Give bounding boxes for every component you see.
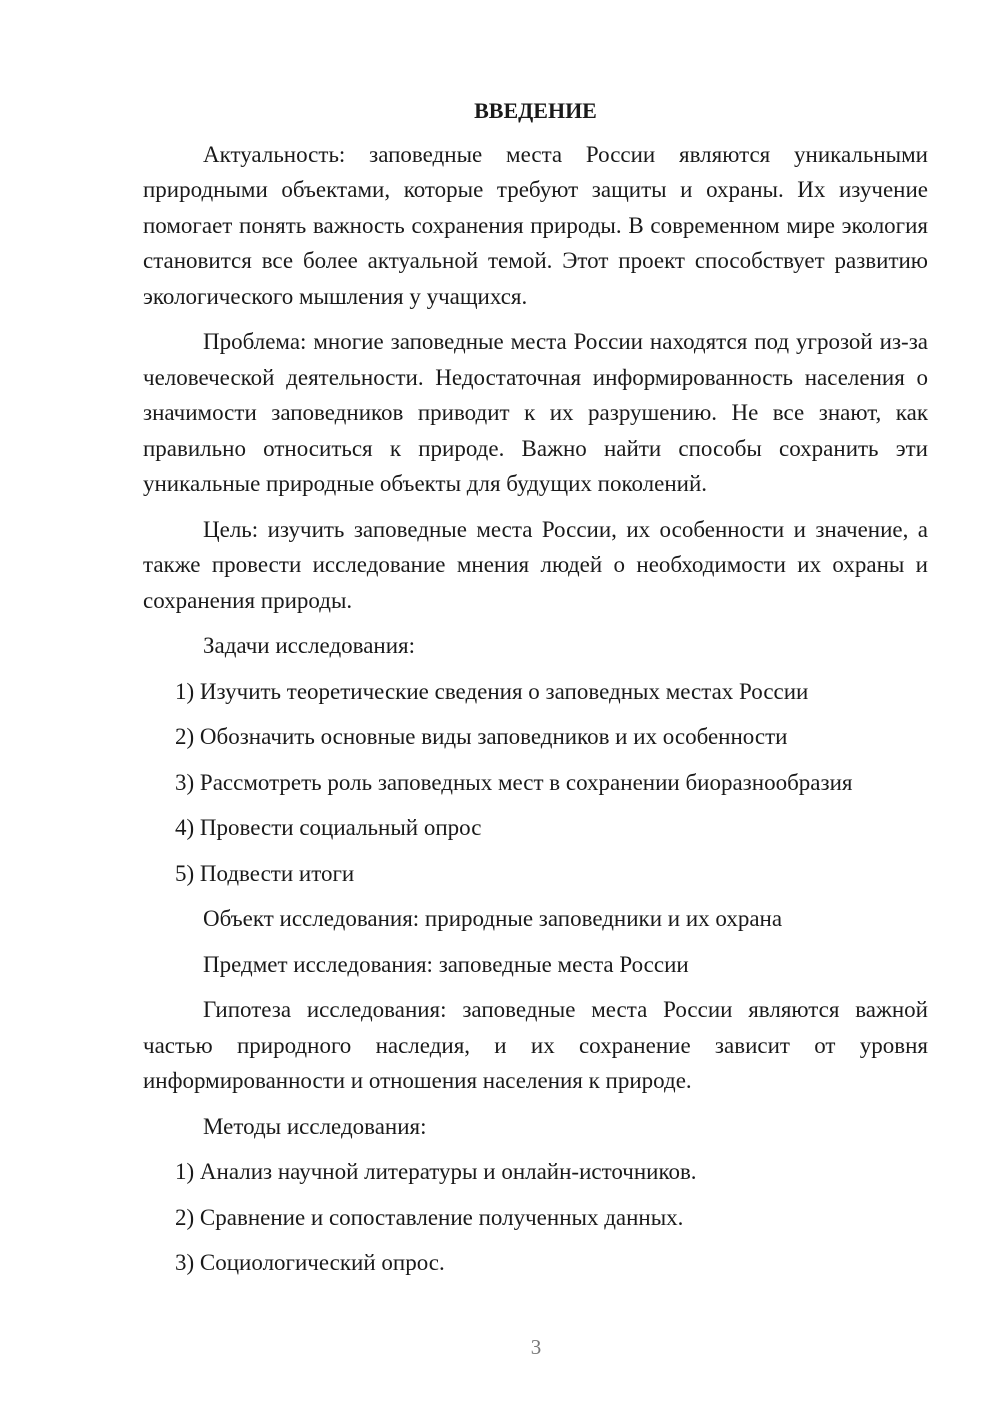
goal-paragraph: Цель: изучить заповедные места России, их особенности и значение, а также провести исследование мнения людей о необходимости их охраны и сохранения природы. [143, 516, 928, 613]
page-number: 3 [530, 1335, 542, 1359]
task-item: 5) Подвести итоги [175, 860, 355, 886]
task-item: 4) Провести социальный опрос [175, 815, 482, 840]
task-item: 1) Изучить теоретические сведения о заповедных местах России [175, 678, 809, 704]
methods-title: Методы исследования: [203, 1113, 427, 1139]
page-heading: ВВЕДЕНИЕ [474, 98, 597, 123]
task-item: 2) Обозначить основные виды заповедников и их особенности [175, 724, 788, 749]
subject-line: Предмет исследования: заповедные места России [203, 951, 689, 977]
page-content [143, 93, 928, 1291]
object-line: Объект исследования: природные заповедники и их охрана [203, 906, 783, 931]
task-item: 3) Рассмотреть роль заповедных мест в сохранении биоразнообразия [175, 769, 853, 795]
method-item: 2) Сравнение и сопоставление полученных данных. [175, 1204, 684, 1230]
method-item: 1) Анализ научной литературы и онлайн-источников. [175, 1159, 697, 1184]
tasks-list [143, 674, 928, 892]
method-item: 3) Социологический опрос. [175, 1250, 445, 1275]
hypothesis-paragraph: Гипотеза исследования: заповедные места России являются важной частью природного наследия, и их сохранение зависит от уровня информированности и отношения населения к природе. [143, 997, 928, 1093]
relevance-paragraph: Актуальность: заповедные места России являются уникальными природными объектами, которые требуют защиты и охраны. Их изучение помогает понять важность сохранения природы. В современном мире экология становится все более актуальной темой. Этот проект способствует развитию экологического мышления у учащихся. [143, 141, 928, 309]
tasks-title: Задачи исследования: [203, 633, 416, 658]
problem-paragraph: Проблема: многие заповедные места России находятся под угрозой из-за человеческой деятельности. Недостаточная информированность населения о значимости заповедников приводит к их разрушению. Не все знают, как правильно относиться к природе. Важно найти способы сохранить эти уникальные природные объекты для будущих поколений. [143, 329, 928, 496]
methods-list [143, 1154, 928, 1281]
